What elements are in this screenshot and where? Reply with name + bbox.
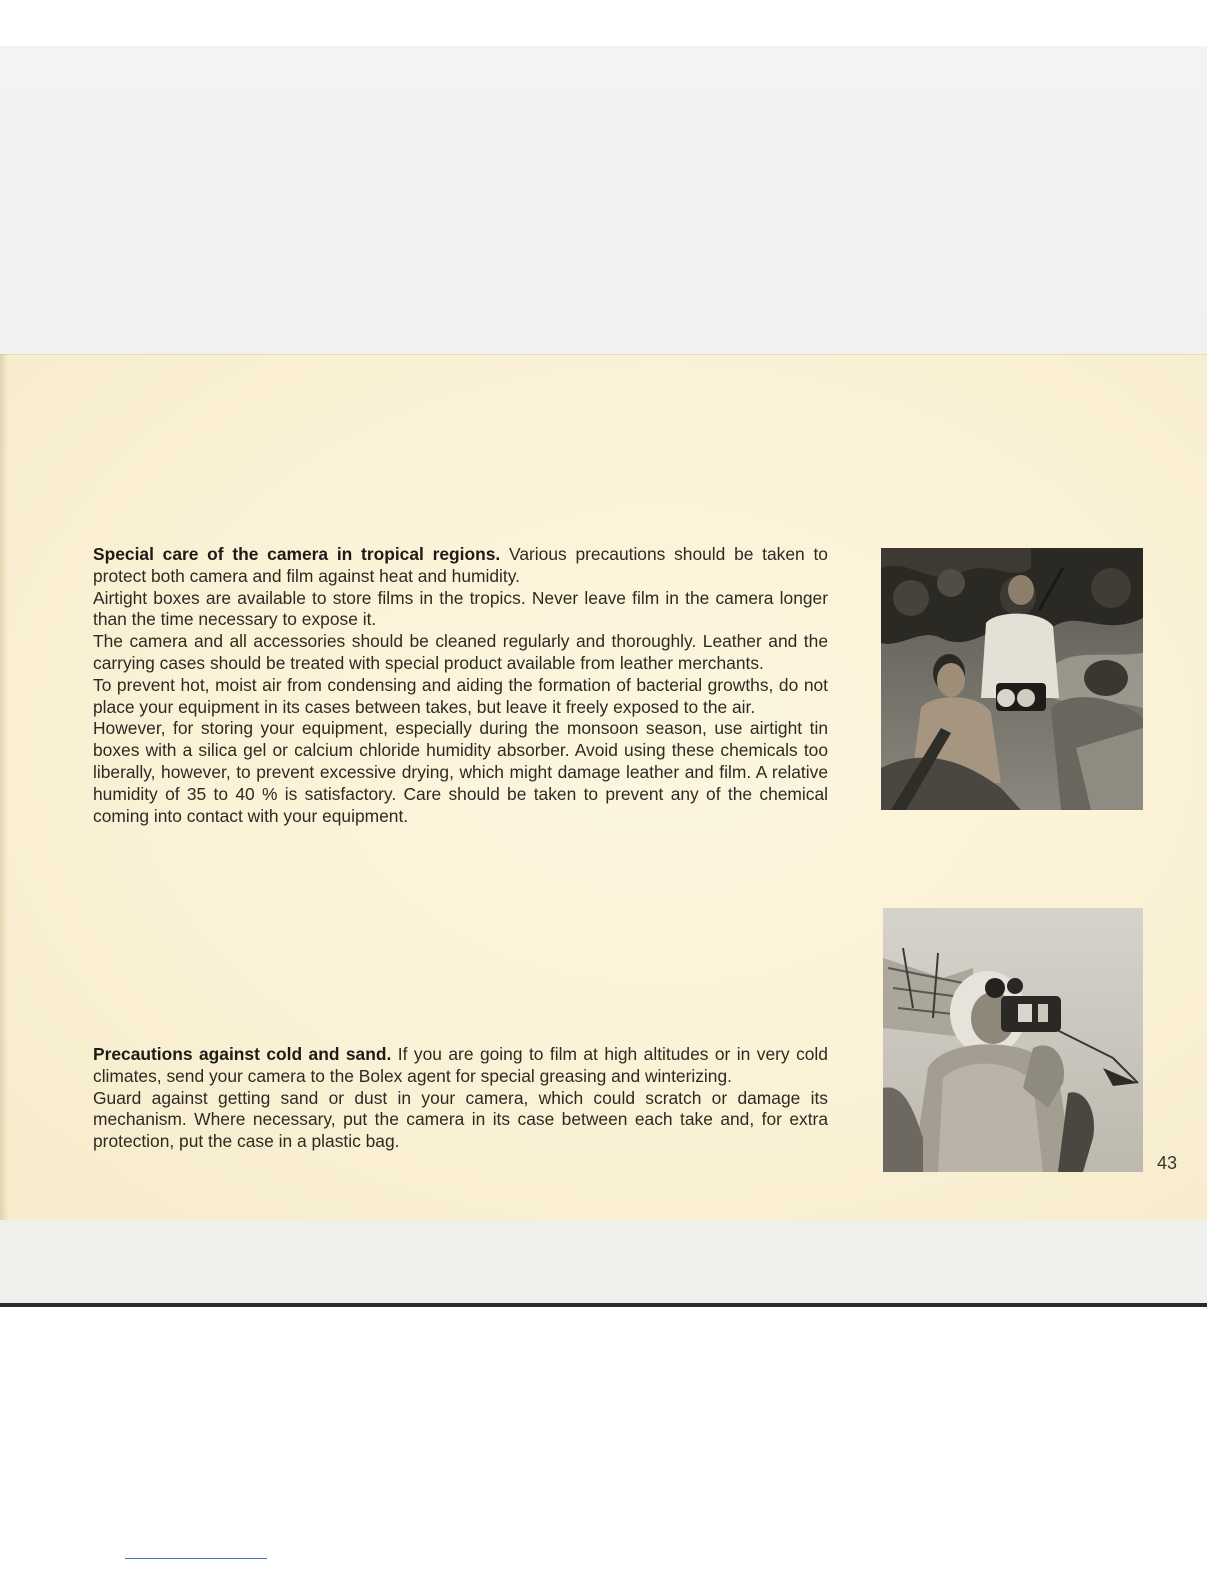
paragraph xyxy=(93,1044,828,1088)
paragraph: However, for storing your equipment, especially during the monsoon season, use airtight tin boxes with a silica gel or calcium chloride humidity absorber. Avoid using these chemicals too liberally, however, to prevent excessive drying, which might damage leather and film. A relative humidity of 35 to 40 % is satisfactory. Care should be taken to prevent any of the chemical coming into contact with your equipment. xyxy=(93,718,828,826)
photo-tropical-boat-filming xyxy=(881,548,1143,810)
photo-tropical-boat-illustration xyxy=(881,548,1143,810)
photo-cold-climate-filming xyxy=(883,908,1143,1172)
scan-edge xyxy=(0,1303,1207,1307)
footer-rule xyxy=(125,1558,267,1559)
paragraph: Guard against getting sand or dust in your camera, which could scratch or damage its mechanism. Where necessary, put the camera in its case between each take and, for extra protection, put the case in a plastic bag. xyxy=(93,1087,828,1152)
section-heading: Special care of the camera in tropical regions. xyxy=(93,544,501,564)
page-number: 43 xyxy=(1157,1153,1178,1173)
section-tropical-regions xyxy=(93,544,828,827)
section-cold-and-sand xyxy=(93,1044,828,1153)
section-heading: Precautions against cold and sand. xyxy=(93,1044,392,1064)
paragraph: Airtight boxes are available to store films in the tropics. Never leave film in the camera longer than the time necessary to expose it. xyxy=(93,587,828,630)
scan-background-bottom xyxy=(0,1220,1207,1306)
paragraph-text: Various precautions should be taken to protect both camera and film against heat and humidity. xyxy=(93,544,828,586)
page-binding-shadow xyxy=(0,354,8,1220)
paragraph: The camera and all accessories should be cleaned regularly and thoroughly. Leather and the carrying cases should be treated with special product available from leather merchants. xyxy=(93,631,828,673)
paragraph: To prevent hot, moist air from condensing and aiding the formation of bacterial growths, do not place your equipment in its cases between takes, but leave it freely exposed to the air. xyxy=(93,674,828,717)
scan-background-top xyxy=(0,46,1207,358)
photo-cold-climate-illustration xyxy=(883,908,1143,1172)
paragraph xyxy=(93,544,828,588)
paragraph-text: If you are going to film at high altitudes or in very cold climates, send your camera to the Bolex agent for special greasing and winterizing. xyxy=(93,1044,828,1086)
